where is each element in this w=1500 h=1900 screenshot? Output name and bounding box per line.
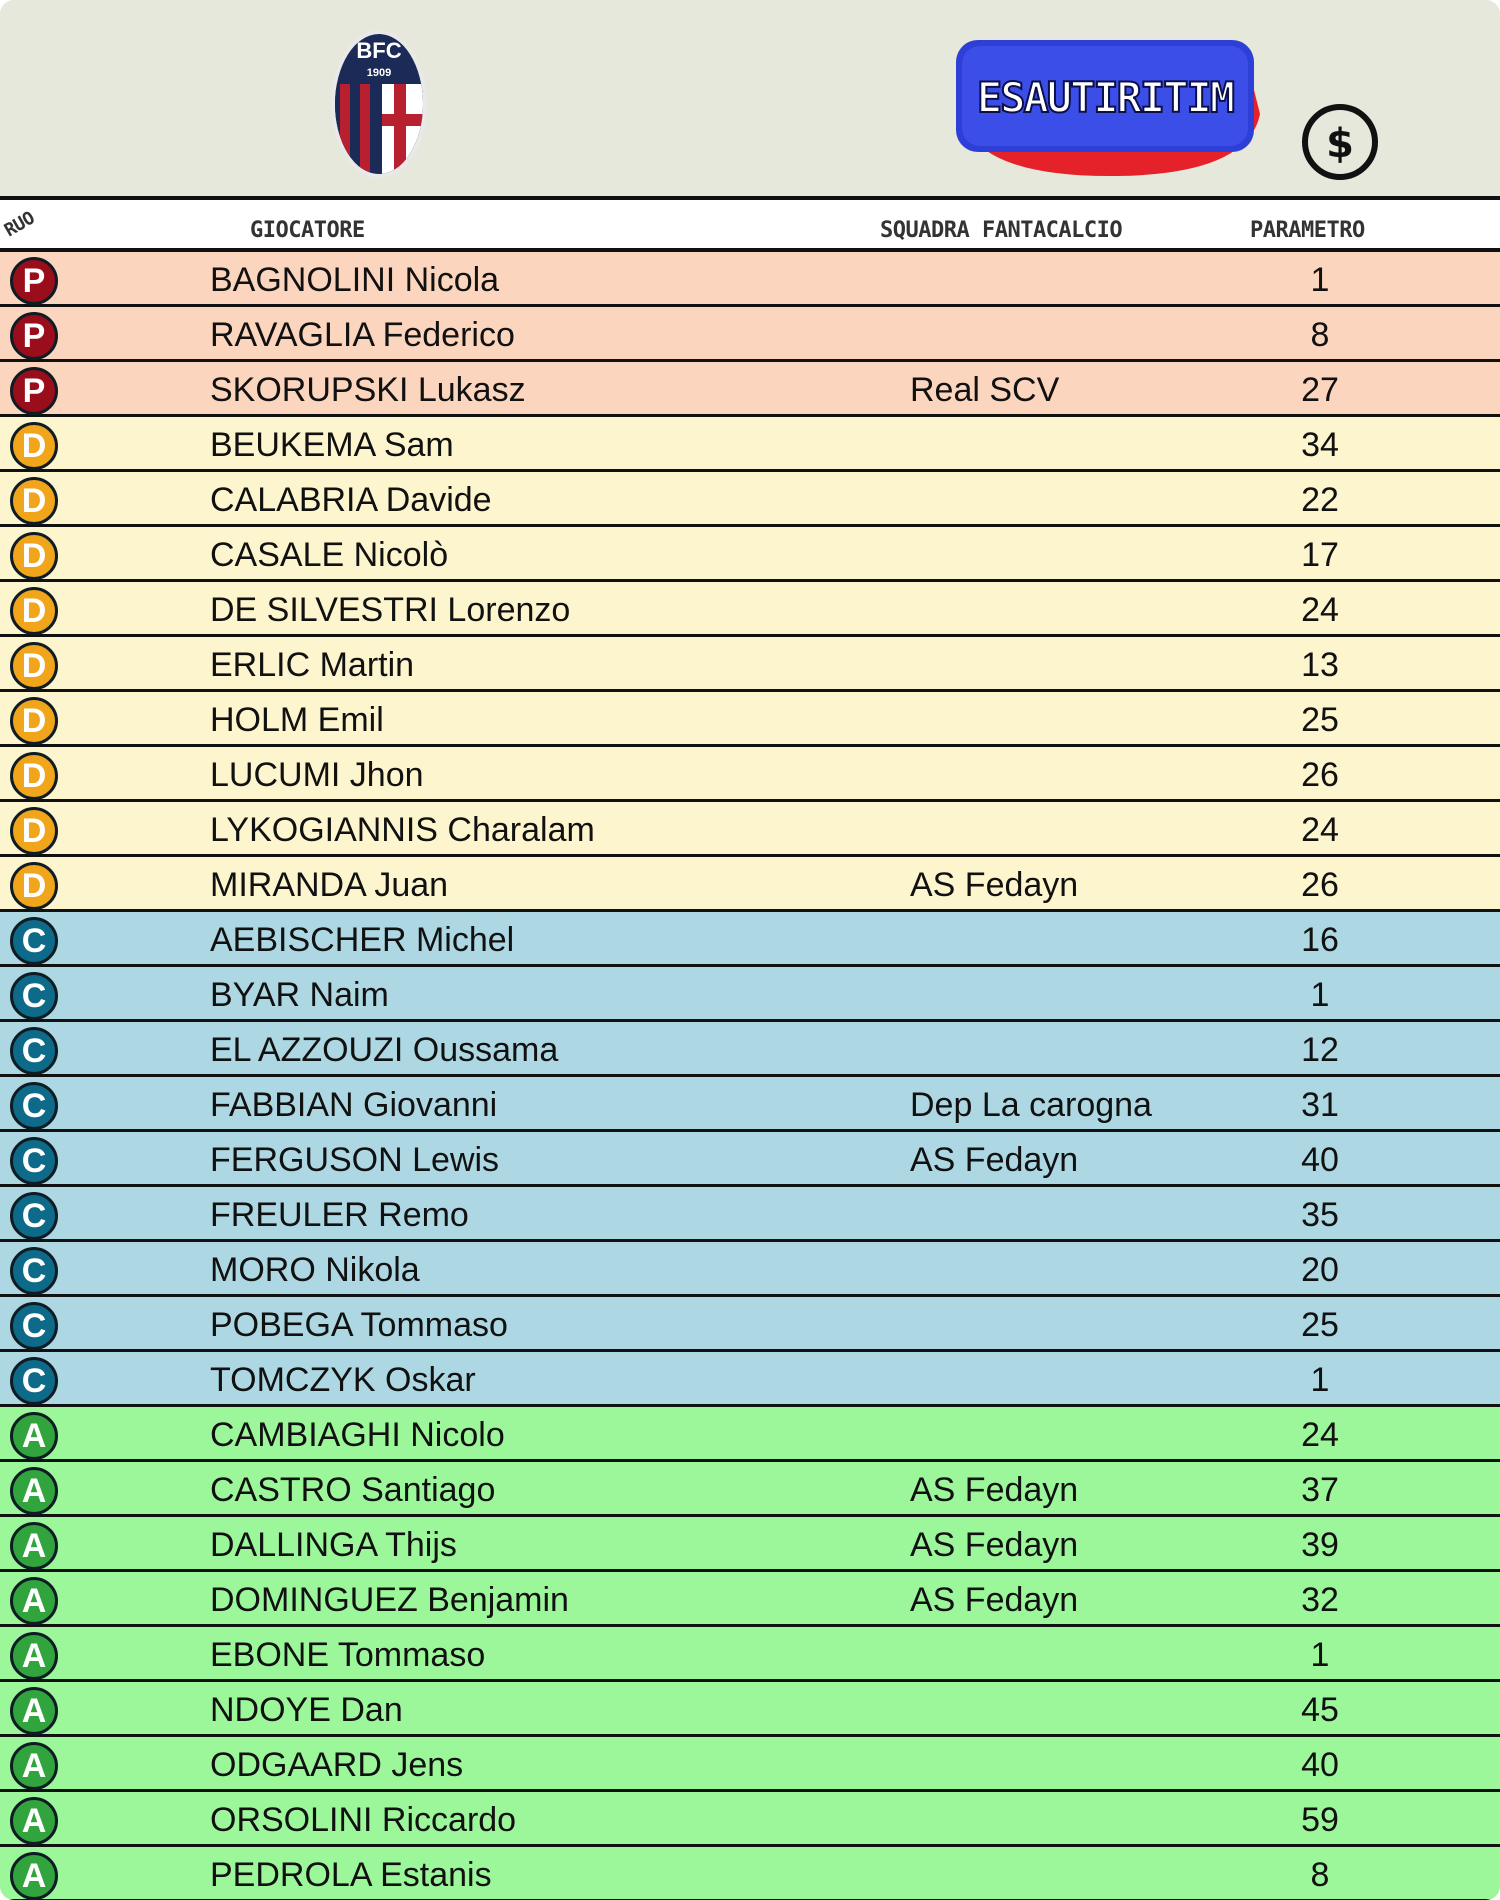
brand-logo-text: ESAUTIRITIM [976,73,1234,122]
role-badge: D [10,642,58,690]
role-badge: C [10,1137,58,1185]
player-name: PEDROLA Estanis [210,1856,492,1894]
player-name: FREULER Remo [210,1196,469,1234]
column-header-role: RUO [0,207,39,242]
dollar-circle-icon [1300,102,1380,182]
table-row [0,1737,1500,1792]
role-badge: A [10,1467,58,1515]
role-badge: A [10,1852,58,1900]
parameter-value: 1 [1310,261,1330,299]
table-row [0,1297,1500,1352]
table-row [0,1627,1500,1682]
role-badge: D [10,752,58,800]
player-name: HOLM Emil [210,701,384,739]
club-logo-year: 1909 [366,67,392,79]
role-badge: C [10,1247,58,1295]
table-row [0,362,1500,417]
parameter-value: 37 [1301,1471,1339,1509]
parameter-value: 8 [1310,316,1330,354]
svg-text:$: $ [1326,121,1354,167]
role-badge: D [10,862,58,910]
parameter-value: 40 [1301,1141,1339,1179]
player-name: DALLINGA Thijs [210,1526,457,1564]
table-row [0,747,1500,802]
player-name: FABBIAN Giovanni [210,1086,498,1124]
parameter-value: 59 [1301,1801,1339,1839]
role-badge: A [10,1577,58,1625]
player-name: SKORUPSKI Lukasz [210,371,526,409]
player-name: CALABRIA Davide [210,481,492,519]
role-badge: C [10,972,58,1020]
role-badge: D [10,477,58,525]
table-row [0,1572,1500,1627]
player-name: BYAR Naim [210,976,389,1014]
table-row [0,252,1500,307]
player-table [0,252,1500,1900]
parameter-value: 26 [1301,756,1339,794]
player-name: CASALE Nicolò [210,536,449,574]
player-name: EBONE Tommaso [210,1636,486,1674]
column-header-team: SQUADRA FANTACALCIO [880,218,1123,243]
role-badge: A [10,1632,58,1680]
parameter-value: 31 [1301,1086,1339,1124]
fantasy-team: AS Fedayn [910,866,1079,904]
player-name: BAGNOLINI Nicola [210,261,500,299]
player-name: EL AZZOUZI Oussama [210,1031,559,1069]
role-badge: A [10,1742,58,1790]
fantasy-team: AS Fedayn [910,1581,1079,1619]
parameter-value: 34 [1301,426,1339,464]
role-badge: A [10,1687,58,1735]
player-name: AEBISCHER Michel [210,921,515,959]
parameter-value: 16 [1301,921,1339,959]
role-badge: A [10,1522,58,1570]
bologna-crest-icon [330,30,428,178]
fantasy-team: AS Fedayn [910,1471,1079,1509]
parameter-value: 32 [1301,1581,1339,1619]
table-row [0,1242,1500,1297]
player-name: ORSOLINI Riccardo [210,1801,517,1839]
table-row [0,967,1500,1022]
table-row [0,307,1500,362]
role-badge: C [10,1027,58,1075]
parameter-value: 25 [1301,701,1339,739]
player-name: ODGAARD Jens [210,1746,464,1784]
table-row [0,1132,1500,1187]
parameter-value: 40 [1301,1746,1339,1784]
parameter-value: 45 [1301,1691,1339,1729]
player-name: BEUKEMA Sam [210,426,454,464]
table-row [0,527,1500,582]
table-row [0,417,1500,472]
table-row [0,1352,1500,1407]
table-row [0,582,1500,637]
role-badge: C [10,1192,58,1240]
parameter-value: 27 [1301,371,1339,409]
player-name: DE SILVESTRI Lorenzo [210,591,571,629]
club-logo-text: BFC [356,38,402,63]
player-name: POBEGA Tommaso [210,1306,508,1344]
role-badge: C [10,1357,58,1405]
parameter-value: 1 [1310,1361,1330,1399]
parameter-value: 24 [1301,1416,1339,1454]
role-badge: P [10,257,58,305]
column-header-player: GIOCATORE [250,218,365,243]
table-row [0,1517,1500,1572]
role-badge: C [10,1302,58,1350]
fantasy-team: Dep La carogna [910,1086,1152,1124]
role-badge: C [10,1082,58,1130]
player-name: CAMBIAGHI Nicolo [210,1416,505,1454]
table-row [0,1462,1500,1517]
role-badge: D [10,697,58,745]
header [0,0,1500,196]
role-badge: P [10,367,58,415]
table-row [0,1077,1500,1132]
table-row [0,692,1500,747]
role-badge: A [10,1412,58,1460]
table-row [0,472,1500,527]
role-badge: P [10,312,58,360]
player-name: TOMCZYK Oskar [210,1361,476,1399]
parameter-value: 8 [1310,1856,1330,1894]
parameter-value: 26 [1301,866,1339,904]
table-row [0,1847,1500,1900]
parameter-value: 22 [1301,481,1339,519]
parameter-value: 35 [1301,1196,1339,1234]
player-name: FERGUSON Lewis [210,1141,500,1179]
player-name: RAVAGLIA Federico [210,316,515,354]
player-name: DOMINGUEZ Benjamin [210,1581,569,1619]
role-badge: D [10,422,58,470]
parameter-value: 39 [1301,1526,1339,1564]
parameter-value: 17 [1301,536,1339,574]
table-row [0,912,1500,967]
player-name: CASTRO Santiago [210,1471,496,1509]
player-name: LUCUMI Jhon [210,756,424,794]
role-badge: C [10,917,58,965]
parameter-value: 20 [1301,1251,1339,1289]
parameter-value: 25 [1301,1306,1339,1344]
player-name: ERLIC Martin [210,646,415,684]
table-row [0,1187,1500,1242]
table-row [0,1682,1500,1737]
fantasy-team: AS Fedayn [910,1526,1079,1564]
table-header [0,196,1500,252]
table-row [0,1022,1500,1077]
role-badge: D [10,807,58,855]
role-badge: D [10,532,58,580]
parameter-value: 12 [1301,1031,1339,1069]
table-row [0,1407,1500,1462]
fantasy-team: AS Fedayn [910,1141,1079,1179]
parameter-value: 1 [1310,1636,1330,1674]
player-name: NDOYE Dan [210,1691,403,1729]
table-row [0,857,1500,912]
parameter-value: 24 [1301,591,1339,629]
player-name: LYKOGIANNIS Charalam [210,811,595,849]
role-badge: D [10,587,58,635]
parameter-value: 13 [1301,646,1339,684]
table-row [0,802,1500,857]
role-badge: A [10,1797,58,1845]
column-header-param: PARAMETRO [1250,218,1365,243]
fantasy-team: Real SCV [910,371,1060,409]
table-row [0,1792,1500,1847]
parameter-value: 24 [1301,811,1339,849]
parameter-value: 1 [1310,976,1330,1014]
esautiritim-logo [948,30,1266,180]
table-row [0,637,1500,692]
player-name: MORO Nikola [210,1251,420,1289]
player-name: MIRANDA Juan [210,866,449,904]
